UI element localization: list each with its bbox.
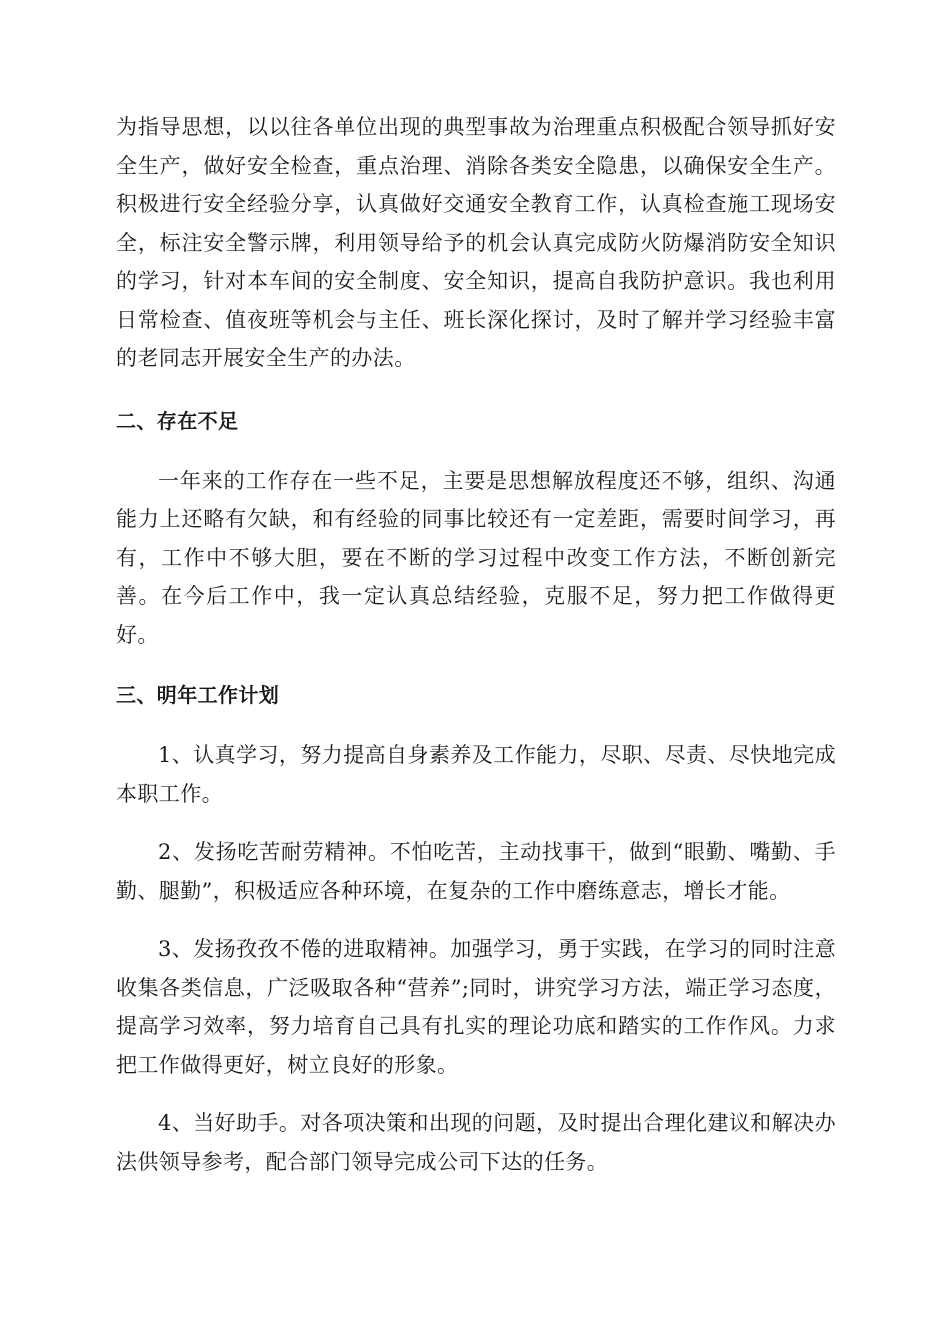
shortcomings-paragraph: 一年来的工作存在一些不足，主要是思想解放程度还不够，组织、沟通能力上还略有欠缺，和有经验的同事比较还有一定差距，需要时间学习，再有，工作中不够大胆，要在不断的学习过程中改变工作方法，不断创新完善。在今后工作中，我一定认真总结经验，克服不足，努力把工作做得更好。 xyxy=(116,468,836,647)
plan-item: 1、认真学习，努力提高自身素养及工作能力，尽职、尽责、尽快地完成本职工作。 xyxy=(116,743,836,806)
plan-item: 2、发扬吃苦耐劳精神。不怕吃苦，主动找事干，做到“眼勤、嘴勤、手勤、腿勤”，积极适应各种环境，在复杂的工作中磨练意志，增长才能。 xyxy=(116,840,836,903)
section-heading-next-year-plan: 三、明年工作计划 xyxy=(116,683,280,707)
intro-paragraph: 为指导思想，以以往各单位出现的典型事故为治理重点积极配合领导抓好安全生产，做好安全检查，重点治理、消除各类安全隐患，以确保安全生产。积极进行安全经验分享，认真做好交通安全教育工作，认真检查施工现场安全，标注安全警示牌，利用领导给予的机会认真完成防火防爆消防安全知识的学习，针对本车间的安全制度、安全知识，提高自我防护意识。我也利用日常检查、值夜班等机会与主任、班长深化探讨，及时了解并学习经验丰富的老同志开展安全生产的办法。 xyxy=(116,115,836,370)
plan-item: 4、当好助手。对各项决策和出现的问题，及时提出合理化建议和解决办法供领导参考，配合部门领导完成公司下达的任务。 xyxy=(116,1111,836,1174)
section-heading-shortcomings: 二、存在不足 xyxy=(116,408,239,433)
plan-item: 3、发扬孜孜不倦的进取精神。加强学习，勇于实践，在学习的同时注意收集各类信息，广泛吸取各种“营养”;同时，讲究学习方法，端正学习态度，提高学习效率，努力培育自己具有扎实的理论功底和踏实的工作作风。力求把工作做得更好，树立良好的形象。 xyxy=(116,937,836,1077)
document-page xyxy=(116,108,836,1201)
